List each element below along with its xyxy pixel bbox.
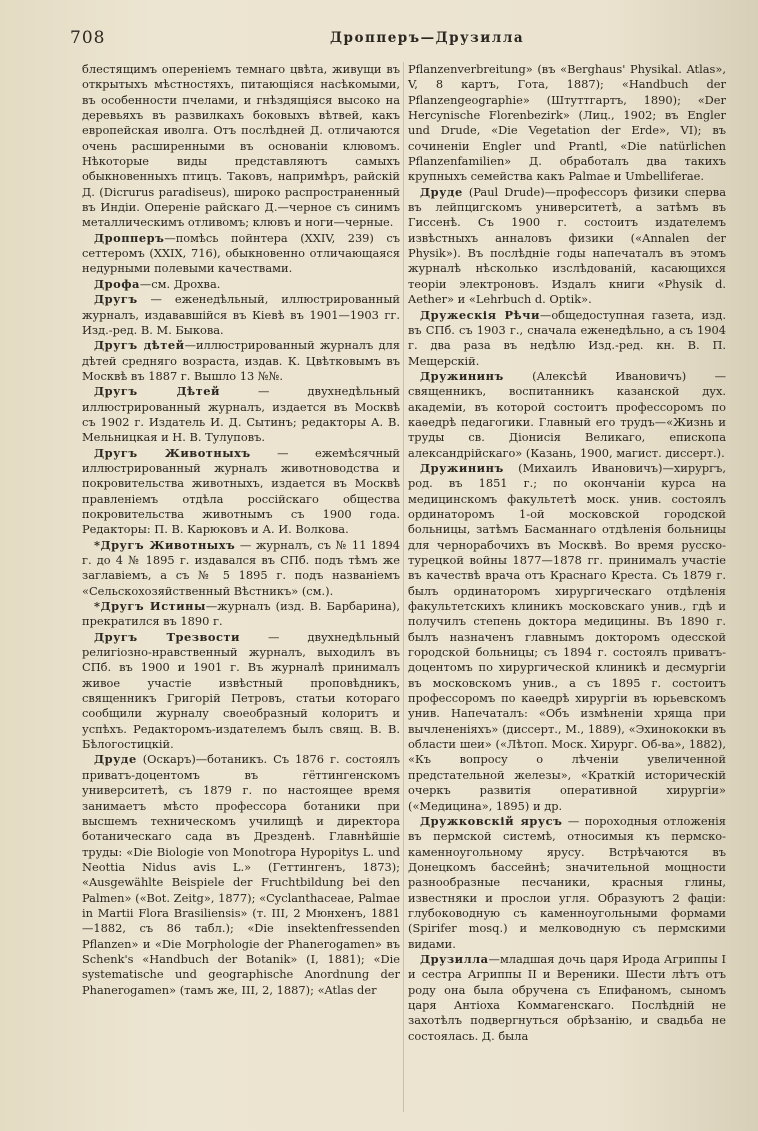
entry-text: —младшая дочь царя Ирода Агриппы I и сестра Агриппы II и Вереники. Шести лѣтъ отъ роду она была обручена съ Епифаномъ, сыномъ царя Антіоха Коммагенскаго. Послѣдній не захотѣлъ подвергнуться обрѣзанію, и свадьба не состоялась. Д. была	[408, 951, 726, 1043]
entry	[82, 292, 400, 338]
entry	[82, 538, 400, 599]
entry-headword: Другъ Животныхъ	[94, 445, 251, 460]
entry-text: — еженедѣльный, иллюстрированный журналъ, издававшійся въ Кіевѣ въ 1901—1903 гг. Изд.-ред. В. М. Быкова.	[82, 292, 400, 337]
entry-text: — пороходныя отложенія въ пермской системѣ, относимыя къ пермско-каменноугольному ярусу. Встрѣчаются въ Донецкомъ бассейнѣ; значительной мощности разнообразные песчаники, красныя глины, известняки и прослои угля. Образуютъ 2 фаціи: глубоководную съ каменноугольными формами (Spirifer mosq.) и мелководную съ пермскими видами.	[408, 813, 726, 951]
entry-text: — ежемѣсячный иллюстрированный журналъ животноводства и покровительства животныхъ, издается въ Москвѣ правленіемъ отдѣла россійскаго общества покровительства животнымъ съ 1900 года. Редакторы: П. В. Карюковъ и А. И. Волкова.	[82, 445, 400, 537]
entry-text: — двухнедѣльный религіозно-нравственный журналъ, выходилъ въ СПб. въ 1900 и 1901 г. Въ журналѣ принималъ живое участіе извѣстный проповѣдникъ, священникъ Григорій Петровъ, статьи котораго сообщили журналу своеобразный колоритъ и успѣхъ. Редакторомъ-издателемъ былъ свящ. В. В. Бѣлогостицкій.	[82, 629, 400, 752]
entry-text: (Михаилъ Ивановичъ)—хирургъ, род. въ 1851 г.; по окончаніи курса на медицинскомъ факультетѣ моск. унив. состоялъ ординаторомъ 1-ой московской городской больницы, затѣмъ Басманнаго отдѣленія больницы для чернорабочихъ въ Москвѣ. Во время русско-турецкой войны 1877—1878 гг. принималъ участіе въ качествѣ врача отъ Краснаго Креста. Съ 1879 г. былъ ординаторомъ хирургическаго отдѣленія факультетскихъ клиникъ московскаго унив., гдѣ и получилъ степень доктора медицины. Въ 1890 г. былъ назначенъ главнымъ докторомъ одесской городской больницы; съ 1894 г. состоялъ приватъ-доцентомъ по хирургической клиникѣ и десмургіи въ московскомъ унив., а съ 1895 г. состоитъ профессоромъ по каѳедрѣ хирургіи въ юрьевскомъ унив. Напечаталъ: «Объ измѣненіи хряща при вычлененіяхъ» (диссерт., М., 1889), «Эхинококки въ области шеи» («Лѣтоп. Моск. Хирург. Об-ва», 1882), «Къ вопросу о лѣченіи увеличенной предстательной железы», «Краткій историческій очеркъ развитія оперативной хирургіи» («Медицина», 1895) и др.	[408, 460, 726, 813]
entry	[82, 630, 400, 753]
entry-text: (Алексѣй Ивановичъ) — священникъ, воспитанникъ казанской дух. академіи, въ которой состоитъ профессоромъ по каѳедрѣ педагогики. Главный его трудъ—«Жизнь и труды св. Діонисія Великаго, епископа александрійскаго» (Казань, 1900, магист. диссерт.).	[408, 368, 726, 460]
entry-headword: Друде	[94, 752, 137, 767]
entry	[82, 752, 400, 998]
entry	[408, 461, 726, 814]
entry	[408, 369, 726, 461]
running-head: Дропперъ—Друзилла	[330, 30, 525, 46]
entry-continuation: блестящимъ опереніемъ темнаго цвѣта, живущи въ открытыхъ мѣстностяхъ, питающіяся насѣкомыми, въ особенности пчелами, и гнѣздящіяся высоко на деревьяхъ въ развилкахъ боковыхъ вѣтвей, какъ европейская иволга. Отъ послѣдней Д. отличаются очень расширенными въ основаніи клювомъ. Нѣкоторые виды представляютъ самыхъ обыкновенныхъ птицъ. Таковъ, напримѣръ, райскій Д. (Dicrurus paradiseus), широко распространенный въ Индіи. Опереніе райскаго Д.—черное съ синимъ металлическимъ отливомъ; клювъ и ноги—черные.	[82, 62, 400, 230]
entry-text: —общедоступная газета, изд. въ СПб. съ 1903 г., сначала еженедѣльно, а съ 1904 г. два раза въ недѣлю Изд.-ред. кн. В. П. Мещерскій.	[408, 307, 726, 368]
entry-text: — двухнедѣльный иллюстрированный журналъ, издается въ Москвѣ съ 1902 г. Издатель И. Д. Сытинъ; редакторы А. В. Мельницкая и Н. В. Тулуповъ.	[82, 384, 400, 445]
right-column	[408, 62, 726, 1044]
entry	[408, 185, 726, 308]
entry-headword: Друзилла	[420, 951, 489, 966]
column-divider	[403, 62, 404, 1112]
entry-text: (Оскаръ)—ботаникъ. Съ 1876 г. состоялъ приватъ-доцентомъ въ гёттингенскомъ университетѣ, съ 1879 г. по настоящее время занимаетъ мѣсто профессора ботаники при высшемъ техническомъ училищѣ и директора ботаническаго сада въ Дрезденѣ. Главнѣйшіе труды: «Die Biologie von Monotropa Hypopitys L. und Neottia Nidus avis L.» (Геттингенъ, 1873); «Ausgewählte Beispiele der Fruchtbildung bei den Palmen» («Bot. Zeitg», 1877); «Cyclanthaceae, Palmae in Martii Flora Brasiliensis» (т. III, 2 Мюнхенъ, 1881—1882, съ 86 табл.); «Die insektenfressenden Pflanzen» и «Die Morphologie der Phanerogamen» въ Schenk's «Handbuch der Botanik» (I, 1881); «Die systematische und geographische Anordnung der Phanerogamen» (тамъ же, III, 2, 1887); «Atlas der	[82, 752, 400, 997]
entry-text: —помѣсь пойнтера (XXIV, 239) съ сеттеромъ (XXIX, 716), обыкновенно отличающаяся недурными полевыми качествами.	[82, 230, 400, 276]
entry-headword: *Другъ Животныхъ	[94, 537, 236, 552]
entry-text: — журналъ, съ № 11 1894 г. до 4 № 1895 г. издавался въ СПб. подъ тѣмъ же заглавіемъ, а съ № 5 1895 г. подъ названіемъ «Сельскохозяйственный Вѣстникъ» (см.).	[82, 537, 400, 598]
entry	[408, 952, 726, 1044]
left-column	[82, 62, 400, 998]
entry-headword: Дропперъ	[94, 230, 165, 245]
entry-text: —иллюстрированный журналъ для дѣтей средняго возраста, издав. К. Цвѣтковымъ въ Москвѣ въ 1887 г. Вышло 13 №№.	[82, 338, 400, 383]
entry	[82, 338, 400, 384]
entry-headword: Друде	[420, 184, 463, 199]
entry-headword: Дружковскій ярусъ	[420, 813, 563, 828]
entry	[408, 308, 726, 369]
entry-headword: Дружининъ	[420, 460, 504, 475]
entry-headword: Другъ Дѣтей	[94, 384, 220, 399]
page-header	[70, 28, 718, 52]
entry-headword: *Другъ Истины	[94, 599, 206, 614]
entry-headword: Дружининъ	[420, 368, 504, 383]
entry-continuation: Pflanzenverbreitung» (въ «Berghaus' Physikal. Atlas», V, 8 картъ, Гота, 1887); «Handbuch der Pflanzengeographie» (Штуттгартъ, 1890); «Der Hercynische Florenbezirk» (Лиц., 1902; въ Engler und Drude, «Die Vegetation der Erde», VI); въ сочиненіи Engler und Prantl, «Die natürlichen Pflanzenfamilien» Д. обработалъ два такихъ крупныхъ семейства какъ Palmae и Umbelliferae.	[408, 62, 726, 184]
entry-headword: Дружескія Рѣчи	[420, 307, 540, 322]
entry-text: (Paul Drude)—профессоръ физики сперва въ лейпцигскомъ университетѣ, а затѣмъ въ Гиссенѣ. Съ 1900 г. состоитъ издателемъ извѣстныхъ анналовъ физики («Annalen der Physik»). Въ послѣдніе годы напечаталъ въ этомъ журналѣ нѣсколько изслѣдованій, касающихся теоріи электроновъ. Издалъ книги «Physik d. Aether» и «Lehrbuch d. Optik».	[408, 184, 726, 307]
entry-headword: Другъ дѣтей	[94, 338, 185, 353]
entry	[82, 384, 400, 445]
entry	[82, 599, 400, 630]
entry-headword: Другъ Трезвости	[94, 629, 240, 644]
entry	[82, 446, 400, 538]
entry-headword: Дрофа	[94, 276, 140, 291]
entry-text: —см. Дрохва.	[139, 276, 221, 291]
page-number: 708	[70, 28, 106, 48]
entry	[408, 814, 726, 952]
entry	[82, 231, 400, 277]
entry-headword: Другъ	[94, 292, 138, 307]
entry	[82, 277, 400, 292]
entry-text: —журналъ (изд. В. Барбарина), прекратился въ 1890 г.	[82, 599, 400, 629]
